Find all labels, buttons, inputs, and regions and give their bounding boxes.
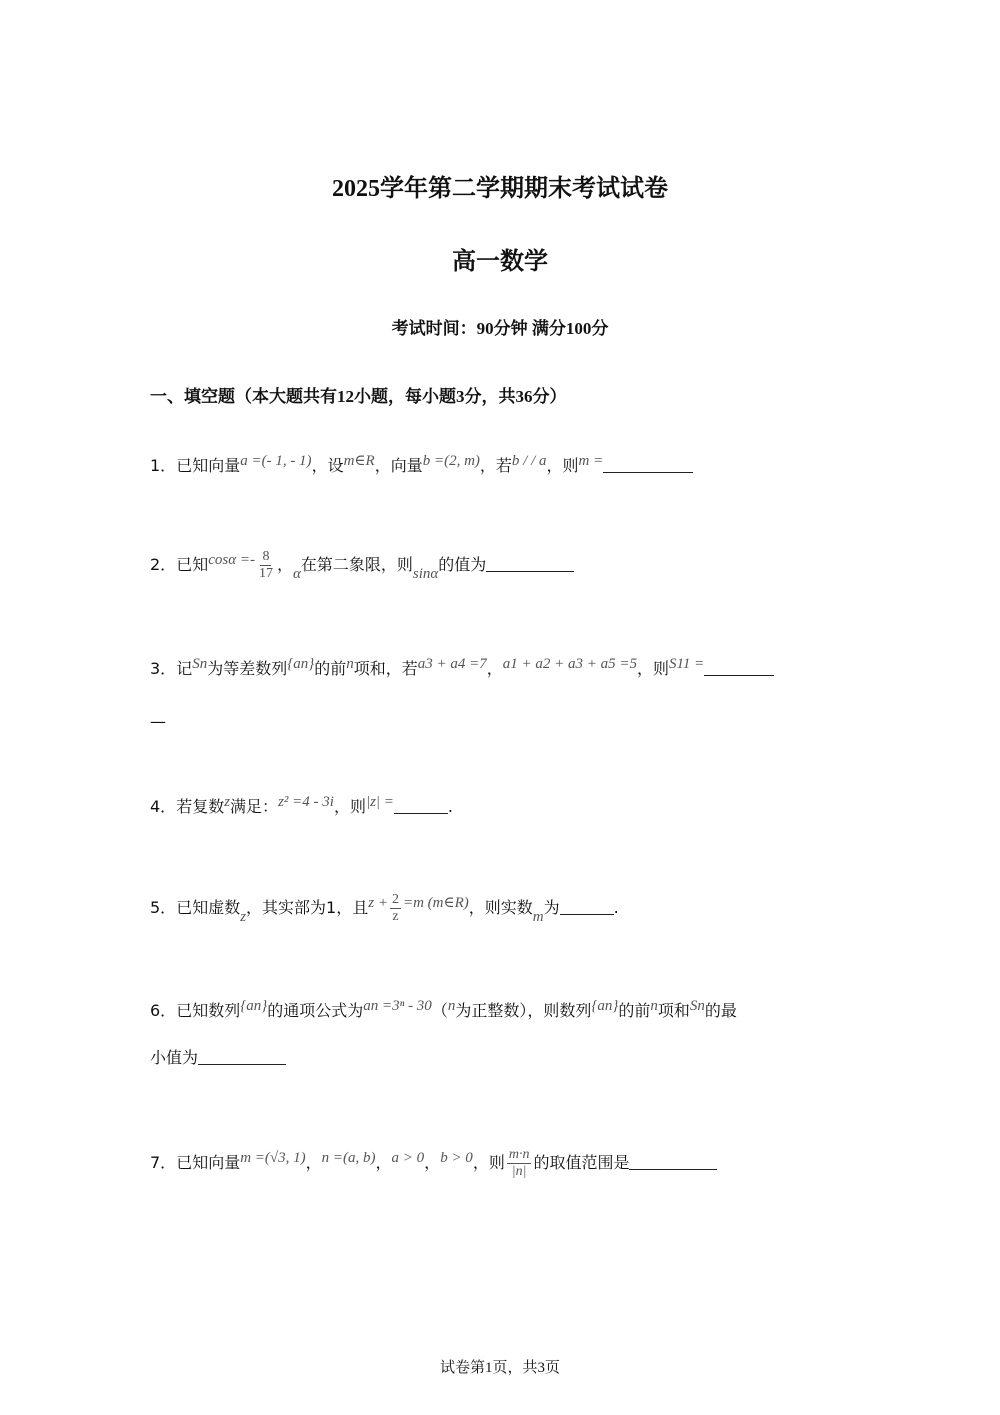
question-number: 4． (150, 797, 177, 816)
math-expr: |z| = (365, 794, 394, 810)
question-text: 的取值范围是 (533, 1153, 630, 1172)
question-text: 项和 (657, 1001, 690, 1020)
fraction (507, 1147, 532, 1180)
page-footer: 试卷第1页，共3页 (439, 1360, 560, 1376)
fraction-denominator: z (392, 909, 399, 924)
question-text: 为正整数），则数列 (455, 1001, 592, 1020)
math-expr: a3 + a4 =7 (417, 656, 487, 672)
question-2 (150, 548, 574, 586)
math-expr: Sn (689, 998, 705, 1014)
question-text: （ (431, 1001, 448, 1020)
exam-info: 考试时间：90分钟 满分100分 (391, 319, 609, 338)
question-number: 3． (150, 659, 177, 678)
question-3 (150, 652, 774, 681)
math-expr: z (240, 909, 247, 925)
question-number: 1． (150, 456, 177, 475)
question-text: ，则实数 (468, 898, 533, 917)
math-expr: {an} (240, 998, 268, 1014)
math-expr: a > 0 (391, 1150, 425, 1166)
exam-subject: 高一数学 (452, 249, 548, 275)
fraction-denominator: 17 (258, 566, 273, 581)
math-expr: Sn (192, 656, 208, 672)
exam-title: 2025学年第二学期期末考试试卷 (332, 176, 668, 202)
question-text: ， (486, 659, 503, 678)
answer-blank[interactable] (704, 661, 774, 676)
answer-blank[interactable] (603, 458, 693, 473)
question-text: 已知向量 (176, 456, 241, 475)
math-expr: z + (368, 895, 388, 911)
math-expr: sinα (412, 566, 439, 582)
question-text: 为等差数列 (207, 659, 288, 678)
question-text: ，则 (637, 659, 670, 678)
math-expr: n (650, 998, 658, 1014)
question-number: 7． (150, 1153, 177, 1172)
question-text: 已知虚数 (176, 898, 241, 917)
question-text: 记 (176, 659, 193, 678)
question-text: 的通项公式为 (267, 1001, 364, 1020)
question-text: 的前 (314, 659, 347, 678)
question-text: ， (305, 1153, 322, 1172)
fraction-numerator: m·n (508, 1147, 530, 1162)
math-expr: m = (578, 453, 604, 469)
fraction-numerator: 8 (262, 549, 270, 564)
section-title: 一、填空题（本大题共有12小题，每小题3分，共36分） (150, 387, 567, 406)
question-number: 6． (150, 1001, 177, 1020)
question-text: 若复数 (176, 797, 225, 816)
math-expr: =m (m∈R) (402, 895, 469, 911)
math-expr: z (224, 794, 231, 810)
question-text: ，则 (333, 797, 366, 816)
question-5 (150, 891, 619, 929)
answer-blank[interactable] (560, 900, 614, 915)
question-1 (150, 449, 693, 478)
question-text: ， (375, 1153, 392, 1172)
math-expr: cosα =- (208, 552, 255, 568)
math-expr: {an} (287, 656, 315, 672)
math-expr: n (447, 998, 456, 1014)
math-expr: a =(- 1, - 1) (240, 453, 312, 469)
question-6-continuation (150, 1046, 286, 1070)
question-text: . (447, 797, 454, 816)
question-3-continuation: — (150, 712, 166, 731)
math-expr: b > 0 (440, 1150, 473, 1166)
question-text: 的最 (704, 1001, 737, 1020)
math-expr: m∈R (343, 453, 375, 469)
math-expr: n (346, 656, 354, 672)
math-expr: b / / a (511, 453, 547, 469)
question-text: 项和，若 (353, 659, 418, 678)
question-text: 已知 (176, 555, 209, 574)
math-expr: {an} (591, 998, 619, 1014)
question-text: 为 (543, 898, 560, 917)
question-text: 满足： (230, 797, 279, 816)
question-text: ，其实部为1，且 (246, 898, 369, 917)
question-4 (150, 790, 453, 819)
math-expr: α (292, 566, 301, 582)
math-expr: a1 + a2 + a3 + a5 =5 (502, 656, 638, 672)
math-expr: n =(a, b) (321, 1150, 376, 1166)
question-text: ，若 (479, 456, 512, 475)
answer-blank[interactable] (486, 557, 574, 572)
question-text: ，设 (311, 456, 344, 475)
question-text: . (613, 898, 619, 917)
answer-blank[interactable] (629, 1155, 717, 1170)
question-text: 在第二象限，则 (300, 555, 413, 574)
question-text: ， (424, 1153, 441, 1172)
fraction (257, 549, 275, 582)
question-6 (150, 994, 737, 1023)
math-expr: an =3ⁿ - 30 (363, 998, 432, 1014)
question-7 (150, 1146, 717, 1180)
question-text: 已知数列 (176, 1001, 241, 1020)
answer-blank[interactable] (198, 1050, 286, 1065)
math-expr: b =(2, m) (422, 453, 480, 469)
answer-blank[interactable] (394, 799, 448, 814)
math-expr: S11 = (669, 656, 705, 672)
math-expr: m =(√3, 1) (240, 1150, 306, 1166)
fraction (390, 892, 401, 925)
question-text: 已知向量 (176, 1153, 241, 1172)
math-expr: z² =4 - 3i (278, 794, 334, 810)
question-text: ，则 (472, 1153, 505, 1172)
fraction-denominator: |n| (511, 1164, 527, 1179)
question-number: 5． (150, 898, 177, 917)
question-number: 2． (150, 555, 177, 574)
fraction-numerator: 2 (391, 892, 399, 907)
question-text: 的前 (618, 1001, 651, 1020)
question-text: ，向量 (374, 456, 423, 475)
question-text: 的值为 (438, 555, 487, 574)
question-text: 小值为 (150, 1048, 199, 1067)
question-text: ，则 (546, 456, 579, 475)
question-text: ， (276, 555, 293, 574)
math-expr: m (532, 909, 544, 925)
